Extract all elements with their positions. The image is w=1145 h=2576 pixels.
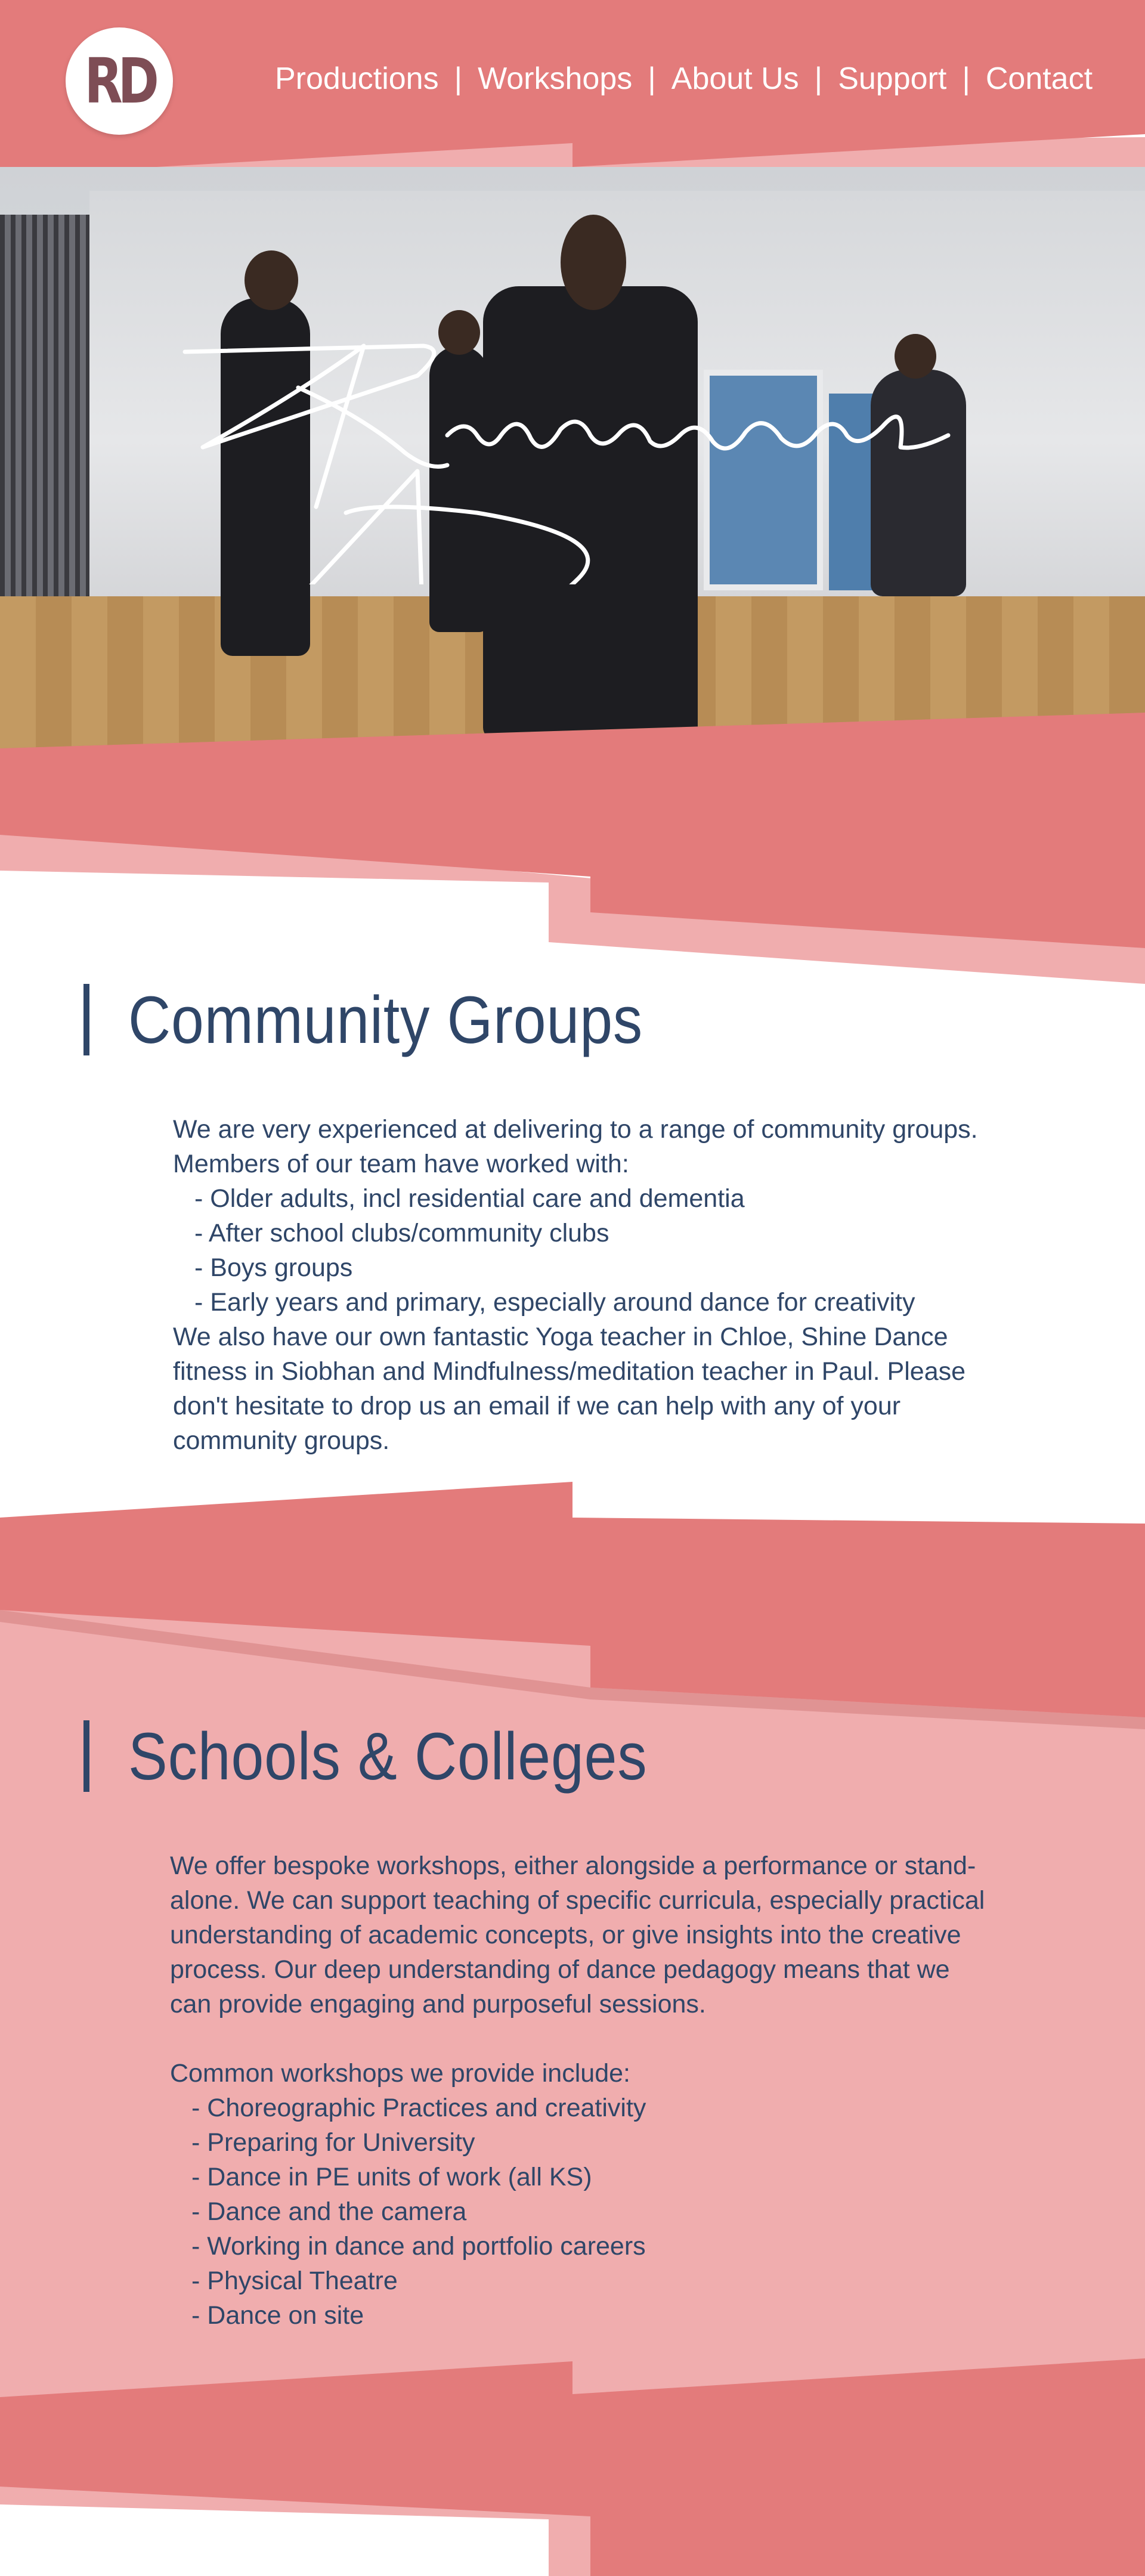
main-nav	[271, 55, 1096, 103]
dancer-head	[561, 215, 626, 310]
schools-heading	[83, 1714, 718, 1798]
schools-list-heading: Common workshops we provide include:	[170, 2059, 630, 2088]
schools-list	[170, 2091, 993, 2333]
hero-title-script	[167, 298, 1002, 584]
list-item: - Dance in PE units of work (all KS)	[170, 2160, 993, 2194]
logo-text: RD	[84, 45, 154, 117]
hero-title	[167, 298, 1002, 584]
bottom-white-wedge	[0, 2540, 549, 2576]
nav-separator: |	[648, 61, 656, 96]
nav-contact[interactable]: Contact	[985, 61, 1093, 96]
list-item: - Dance on site	[170, 2298, 993, 2333]
schools-title: Schools & Colleges	[128, 1719, 648, 1794]
community-intro: We are very experienced at delivering to a range of community groups. Members of our team have worked with:	[173, 1115, 978, 1178]
nav-support[interactable]: Support	[838, 61, 947, 96]
list-item: - After school clubs/community clubs	[173, 1216, 978, 1250]
list-item: - Working in dance and portfolio careers	[170, 2229, 993, 2264]
list-item: - Preparing for University	[170, 2125, 993, 2160]
list-item: - Early years and primary, especially around dance for creativity	[173, 1285, 978, 1320]
nav-productions[interactable]: Productions	[275, 61, 439, 96]
community-heading	[83, 978, 713, 1061]
community-list	[173, 1181, 978, 1320]
logo[interactable]	[66, 27, 173, 135]
nav-about-us[interactable]: About Us	[671, 61, 799, 96]
nav-workshops[interactable]: Workshops	[478, 61, 633, 96]
community-outro: We also have our own fantastic Yoga teacher in Chloe, Shine Dance fitness in Siobhan and Mindfulness/meditation teacher in Paul. Please don't hesitate to drop us an email if we can help with any of your community groups.	[173, 1323, 966, 1455]
nav-separator: |	[454, 61, 463, 96]
schools-intro: We offer bespoke workshops, either alongside a performance or stand-alone. We can support teaching of specific curricula, especially practical understanding of academic concepts, or give insights into the creative process. Our deep understanding of dance pedagogy means that we can provide engaging and purposeful sessions.	[170, 1852, 985, 2018]
hero-title-text	[167, 298, 168, 299]
list-item: - Choreographic Practices and creativity	[170, 2091, 993, 2125]
schools-text	[170, 1849, 993, 2333]
list-item: - Older adults, incl residential care and dementia	[173, 1181, 978, 1216]
list-item: - Dance and the camera	[170, 2194, 993, 2229]
community-title: Community Groups	[128, 982, 643, 1057]
heading-bar	[83, 1720, 89, 1792]
nav-separator: |	[962, 61, 970, 96]
studio-curtain	[0, 215, 89, 596]
list-item: - Physical Theatre	[170, 2264, 993, 2298]
community-text	[173, 1112, 978, 1458]
nav-separator: |	[814, 61, 823, 96]
list-item: - Boys groups	[173, 1250, 978, 1285]
heading-bar	[83, 984, 89, 1055]
